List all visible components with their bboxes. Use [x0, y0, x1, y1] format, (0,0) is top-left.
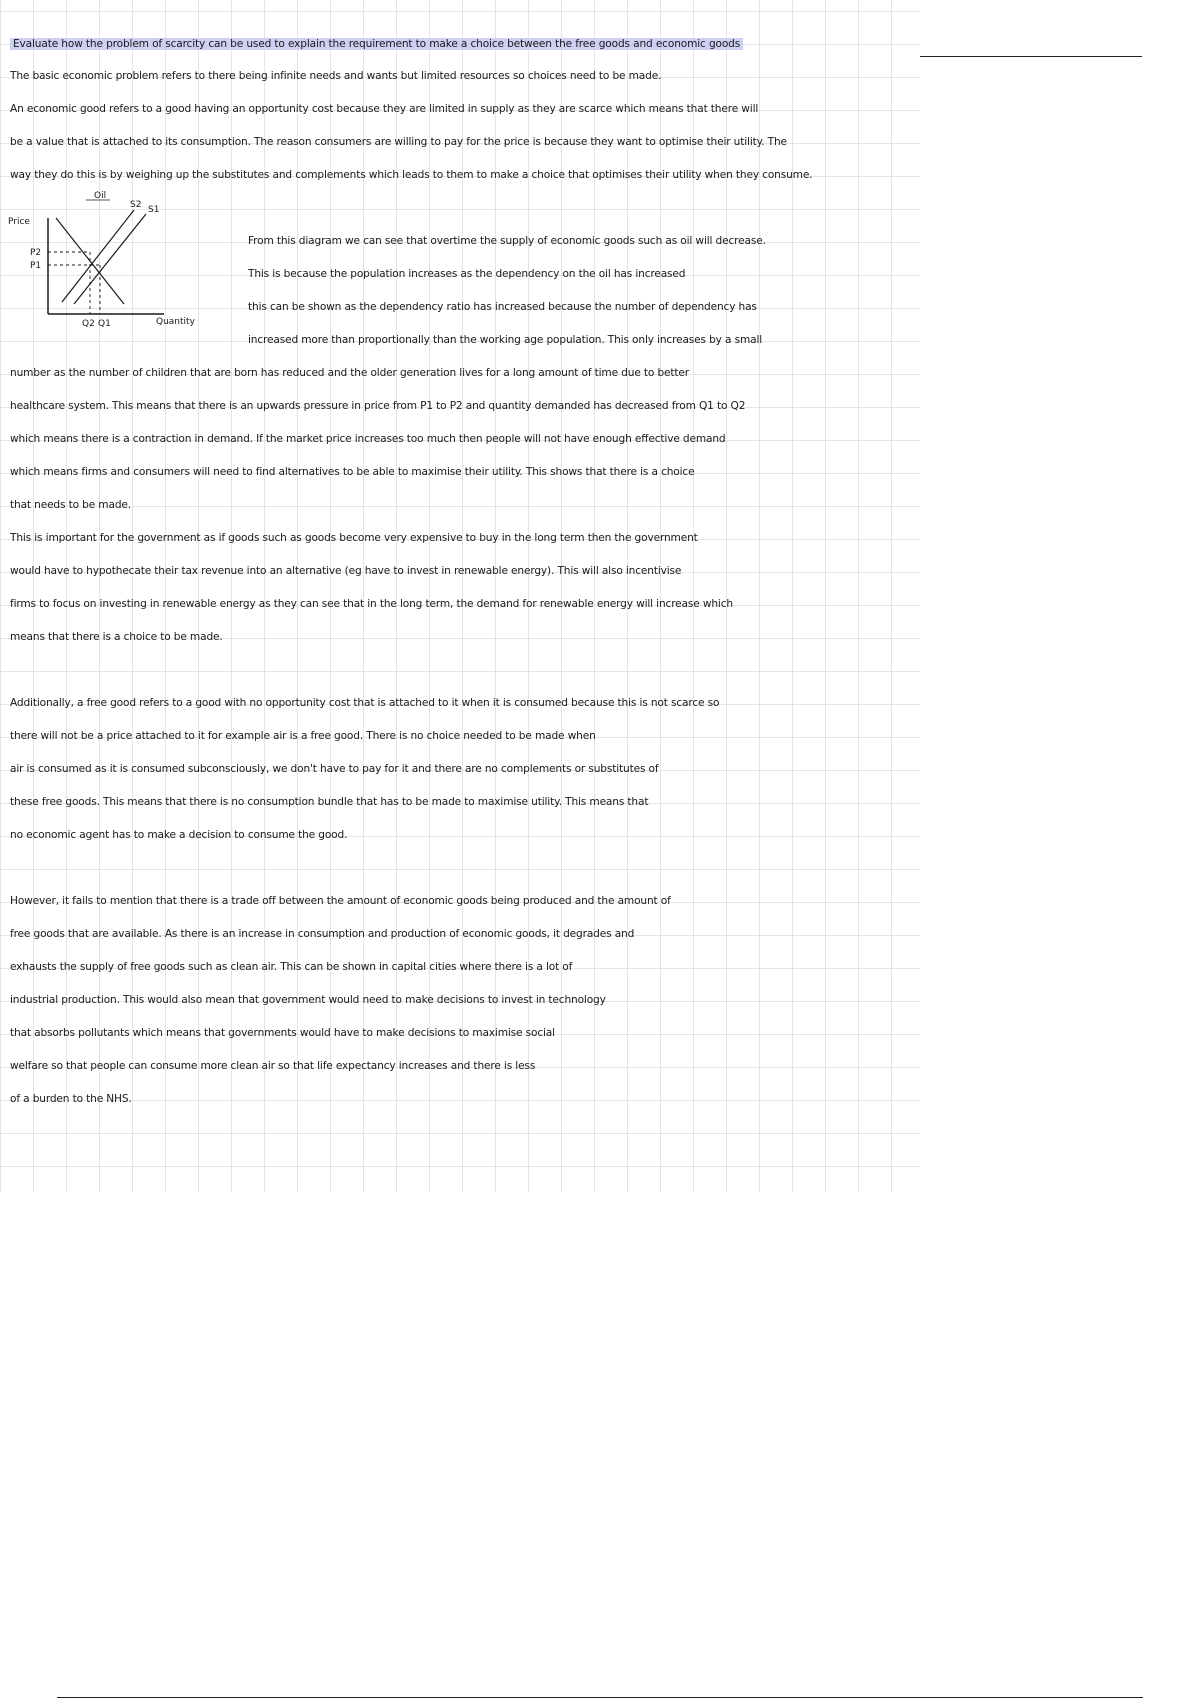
essay-line: these free goods. This means that there is no consumption bundle that has to be made to maximise utility. This means that: [10, 796, 649, 808]
question-line: [10, 34, 920, 54]
essay-line: This is because the population increases as the dependency on the oil has increased: [248, 268, 686, 280]
essay-line: increased more than proportionally than the working age population. This only increases by a small: [248, 334, 763, 346]
margin-rule: [920, 56, 1142, 57]
essay-line: means that there is a choice to be made.: [10, 631, 223, 643]
essay-line: firms to focus on investing in renewable energy as they can see that in the long term, the demand for renewable energy will increase which: [10, 598, 733, 610]
essay-line: An economic good refers to a good having an opportunity cost because they are limited in supply as they are scarce which means that there will: [10, 103, 759, 115]
essay-line: The basic economic problem refers to there being infinite needs and wants but limited resources so choices need to be made.: [10, 70, 662, 82]
y-axis-label: Price: [8, 217, 30, 227]
supply-curve-s2: [62, 210, 134, 302]
supply-demand-diagram: [6, 188, 230, 338]
label-s1: S1: [148, 205, 160, 215]
essay-line: which means firms and consumers will need to find alternatives to be able to maximise their utility. This shows that there is a choice: [10, 466, 695, 478]
label-p2: P2: [30, 248, 42, 258]
label-q2: Q2: [82, 319, 95, 329]
essay-line: Additionally, a free good refers to a good with no opportunity cost that is attached to it when it is consumed because this is not scarce so: [10, 697, 720, 709]
essay-line: of a burden to the NHS.: [10, 1093, 132, 1105]
supply-curve-s1: [74, 214, 146, 304]
diagram-title: Oil: [94, 191, 107, 201]
essay-line: there will not be a price attached to it for example air is a free good. There is no choice needed to be made when: [10, 730, 596, 742]
essay-line: no economic agent has to make a decision to consume the good.: [10, 829, 348, 841]
essay-line: that absorbs pollutants which means that governments would have to make decisions to maximise social: [10, 1027, 555, 1039]
essay-line: number as the number of children that are born has reduced and the older generation lives for a long amount of time due to better: [10, 367, 689, 379]
essay-line: welfare so that people can consume more clean air so that life expectancy increases and there is less: [10, 1060, 536, 1072]
essay-line: this can be shown as the dependency ratio has increased because the number of dependency has: [248, 301, 757, 313]
essay-line: healthcare system. This means that there is an upwards pressure in price from P1 to P2 and quantity demanded has decreased from Q1 to Q2: [10, 400, 746, 412]
essay-line: free goods that are available. As there is an increase in consumption and production of economic goods, it degrades and: [10, 928, 635, 940]
label-p1: P1: [30, 261, 42, 271]
question-highlight: Evaluate how the problem of scarcity can be used to explain the requirement to make a choice between the free goods and economic goods: [10, 38, 743, 50]
essay-line: This is important for the government as if goods such as goods become very expensive to buy in the long term then the government: [10, 532, 698, 544]
label-q1: Q1: [98, 319, 111, 329]
label-s2: S2: [130, 200, 142, 210]
essay-line: industrial production. This would also mean that government would need to make decisions to invest in technology: [10, 994, 606, 1006]
essay-line: However, it fails to mention that there is a trade off between the amount of economic goods being produced and the amount of: [10, 895, 671, 907]
essay-line: From this diagram we can see that overtime the supply of economic goods such as oil will decrease.: [248, 235, 766, 247]
footer-rule: [57, 1697, 1143, 1698]
essay-line: be a value that is attached to its consumption. The reason consumers are willing to pay for the price is because they want to optimise their utility. The: [10, 136, 787, 148]
essay-line: way they do this is by weighing up the substitutes and complements which leads to them to make a choice that optimises their utility when they consume.: [10, 169, 813, 181]
essay-line: would have to hypothecate their tax revenue into an alternative (eg have to invest in renewable energy). This will also incentivise: [10, 565, 682, 577]
essay-line: which means there is a contraction in demand. If the market price increases too much then people will not have enough effective demand: [10, 433, 726, 445]
x-axis-label: Quantity: [156, 317, 195, 327]
essay-line: that needs to be made.: [10, 499, 131, 511]
essay-line: exhausts the supply of free goods such as clean air. This can be shown in capital cities where there is a lot of: [10, 961, 573, 973]
essay-line: air is consumed as it is consumed subconsciously, we don't have to pay for it and there are no complements or substitutes of: [10, 763, 659, 775]
